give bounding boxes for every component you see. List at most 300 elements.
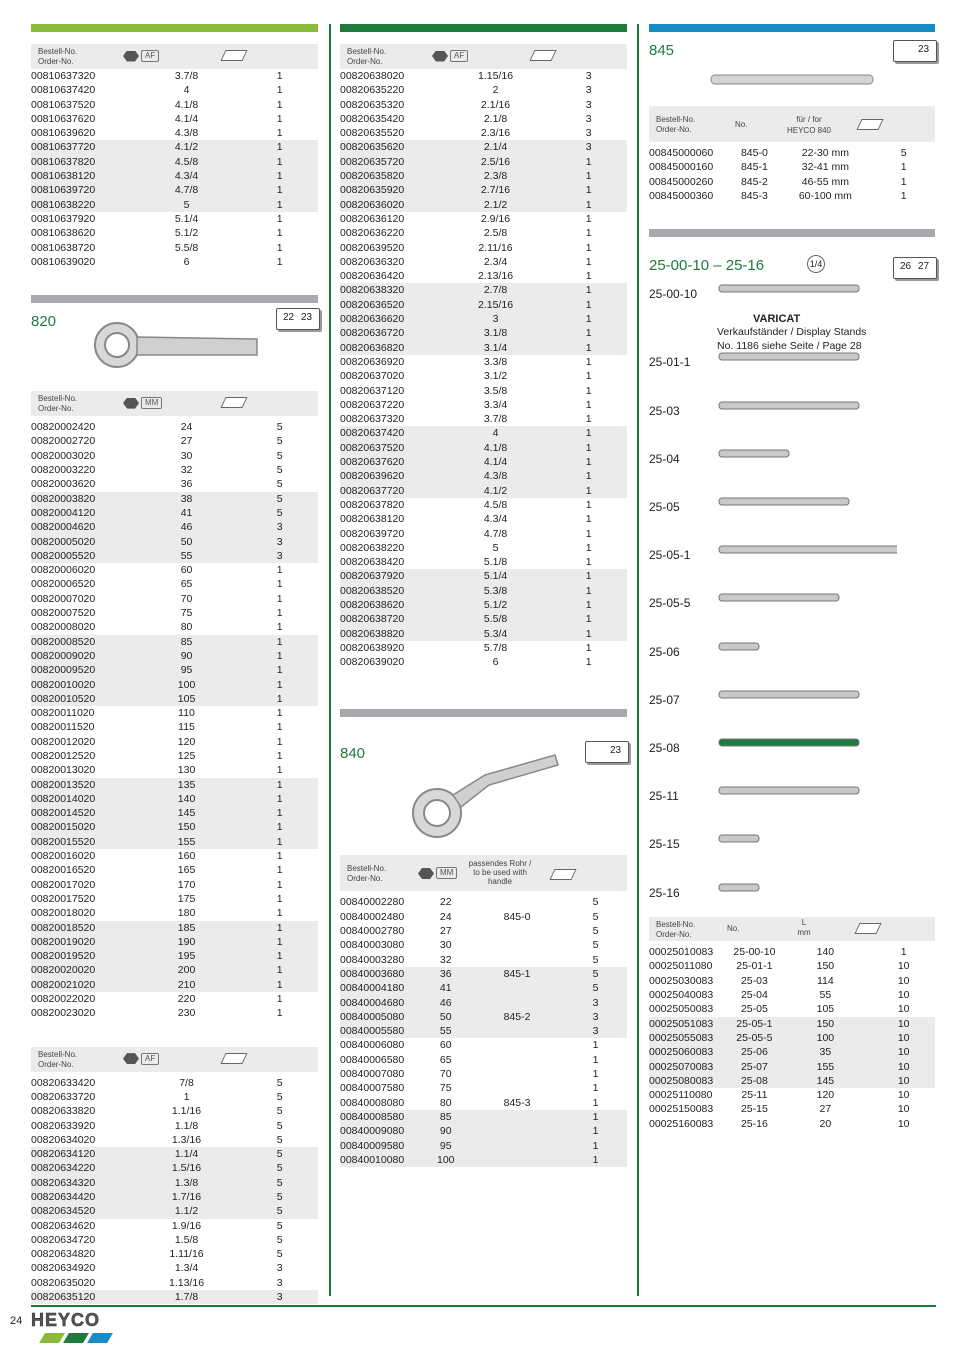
table-cell: 00820637120: [340, 384, 405, 397]
table-row: [31, 849, 318, 863]
table-cell: 1.15/16: [478, 70, 514, 82]
table-cell: 00820637520: [340, 441, 441, 455]
table-cell: 85: [132, 635, 242, 649]
table-cell: 00845000060: [649, 147, 714, 159]
table-cell: [470, 1110, 564, 1124]
table-cell: 4.5/8: [483, 498, 508, 511]
table-cell: 10: [897, 1103, 910, 1116]
table-row: [31, 792, 318, 806]
table-cell: 100: [778, 1031, 872, 1045]
tool-item: [649, 596, 690, 610]
table-header: Bestell-No. Order-No. No. für / for HEYCO 840: [649, 106, 935, 142]
table-cell: 145: [778, 1074, 872, 1088]
table-cell: 00025010083: [649, 946, 714, 959]
table-cell: 00820639620: [340, 469, 441, 483]
table-cell: 10: [897, 960, 910, 973]
table-cell: 1: [276, 735, 283, 748]
table-row: [31, 835, 318, 849]
table-row: [340, 612, 627, 626]
table-cell: 00820634820: [31, 1248, 96, 1261]
table-cell: 1: [592, 1082, 599, 1095]
table-cell: 10: [897, 989, 910, 1002]
table-cell: 41: [422, 981, 470, 995]
table-cell: 00820635420: [340, 112, 405, 125]
table-cell: 90: [132, 649, 242, 663]
table-cell: 1: [276, 241, 283, 254]
table-cell: 2.11/16: [478, 241, 513, 254]
table-cell: 5.5/8: [441, 612, 551, 626]
table-cell: 114: [817, 974, 834, 987]
tool-image: [717, 633, 897, 659]
table-cell: 00840002280: [340, 896, 405, 909]
table-row: [31, 477, 318, 491]
table-row: [649, 945, 935, 959]
table-cell: 25-05-5: [730, 1031, 778, 1045]
table-cell: 150: [778, 1017, 872, 1031]
table-cell: 230: [177, 1007, 196, 1020]
table-cell: 00820013520: [31, 778, 132, 792]
table-cell: 00820005520: [31, 549, 132, 563]
table-cell: 00820634620: [31, 1219, 96, 1232]
table-cell: 00820639020: [340, 656, 405, 669]
table-row: [340, 1024, 627, 1038]
table-cell: 3.7/8: [483, 413, 508, 426]
table-row: [340, 226, 627, 240]
table-row: [31, 692, 318, 706]
table-row: [340, 455, 627, 469]
table-cell: 00810639720: [31, 183, 132, 197]
table-cell: 00820019020: [31, 935, 132, 949]
table-cell: 00025160083: [649, 1117, 714, 1130]
table-cell: 3.5/8: [483, 384, 508, 397]
table-cell: 1: [276, 707, 283, 720]
table-cell: 25-05: [740, 1003, 768, 1016]
table-row: [649, 988, 935, 1002]
table-row: [340, 441, 627, 455]
table-cell: 1: [276, 127, 283, 140]
tool-label: 25-16: [649, 885, 680, 900]
table-cell: 46-55 mm: [801, 175, 849, 188]
table-cell: 140: [132, 792, 242, 806]
table-cell: 115: [178, 721, 195, 734]
table-cell: 4.1/4: [441, 455, 551, 469]
display-stands-note: Verkaufständer / Display Stands No. 1186 siehe Seite / Page 28: [717, 326, 867, 353]
table-row: [340, 469, 627, 483]
table-cell: 845-0: [503, 910, 531, 923]
table-row: [340, 369, 627, 383]
table-cell: 22-30 mm: [801, 147, 849, 159]
table-cell: 00820003820: [31, 492, 132, 506]
package-icon: [220, 397, 247, 408]
table-cell: 1: [550, 283, 627, 297]
section-820-header: [31, 303, 318, 391]
table-cell: 6: [492, 656, 499, 669]
table-row: [340, 967, 627, 981]
table-cell: 00820002720: [31, 435, 96, 448]
table-cell: 845-2: [740, 175, 768, 188]
table-cell: 1: [564, 1110, 627, 1124]
table-cell: 00820637020: [340, 370, 405, 383]
table-row: [340, 398, 627, 412]
section-bar: [649, 24, 935, 32]
table-cell: 3: [550, 140, 627, 154]
table-cell: 1: [276, 764, 283, 777]
table-cell: 1.7/8: [132, 1290, 242, 1304]
table-cell: 00820003220: [31, 464, 96, 477]
table-cell: 170: [177, 878, 196, 891]
page-reference-icon: 23: [585, 741, 629, 763]
table-cell: 2.1/16: [480, 98, 511, 111]
table-cell: 1: [585, 641, 592, 654]
table-cell: 845-1: [470, 967, 564, 981]
table-row: [31, 183, 318, 197]
table-cell: 00025150083: [649, 1103, 714, 1116]
table-cell: 25-16: [740, 1117, 768, 1130]
table-cell: 1: [241, 806, 318, 820]
table-cell: 1: [276, 564, 283, 577]
section-840-header: [340, 717, 627, 855]
table-cell: 1: [550, 326, 627, 340]
table-cell: 1.13/16: [169, 1276, 205, 1289]
table-row: [31, 606, 318, 620]
table-cell: 1: [183, 1090, 190, 1103]
table-cell: 00820639520: [340, 241, 405, 254]
table-row: [340, 155, 627, 169]
table-cell: 00820004120: [31, 506, 132, 520]
table-cell: 00820023020: [31, 1007, 96, 1020]
table-header: Bestell-No. Order-No. MM passendes Rohr / to be used with handle: [340, 855, 627, 891]
page-reference-icon: 22 23: [276, 308, 320, 330]
table-cell: 75: [439, 1082, 452, 1095]
table-cell: 1: [276, 84, 283, 97]
column-divider-2: [637, 24, 639, 1296]
table-row: [31, 1190, 318, 1204]
table-cell: 1: [592, 1053, 599, 1066]
table-row: [31, 1147, 318, 1161]
table-cell: 1: [585, 398, 592, 411]
table-row: [31, 420, 318, 434]
table-cell: 25-04: [740, 989, 768, 1002]
table-cell: 1.7/16: [132, 1190, 242, 1204]
table-cell: 10: [872, 1045, 935, 1059]
column-divider-1: [329, 24, 331, 1296]
table-cell: 00025060083: [649, 1045, 730, 1059]
table-cell: 70: [439, 1068, 452, 1081]
table-cell: 5: [276, 449, 283, 462]
footer-rule: [31, 1305, 936, 1307]
table-cell: 5: [276, 1076, 283, 1089]
table-cell: 00840008080: [340, 1096, 405, 1109]
table-row: [31, 126, 318, 140]
table-cell: 2.3/8: [441, 169, 551, 183]
table-cell: 00820006020: [31, 564, 96, 577]
order-table: [649, 146, 935, 203]
table-cell: 95: [132, 663, 242, 677]
table-cell: 1: [241, 963, 318, 977]
table-row: [340, 1053, 627, 1067]
table-cell: 00820634020: [31, 1133, 96, 1146]
table-row: [340, 412, 627, 426]
table-row: [31, 763, 318, 777]
table-cell: 00820009020: [31, 649, 132, 663]
table-cell: 00845000260: [649, 175, 714, 188]
table-cell: 00820020020: [31, 963, 132, 977]
table-cell: 00820017020: [31, 878, 96, 891]
table-cell: 00820019520: [31, 949, 132, 963]
table-cell: [470, 938, 564, 952]
table-cell: 1.5/16: [132, 1161, 242, 1175]
section-bar: [31, 295, 318, 303]
table-cell: [470, 981, 564, 995]
table-cell: 00820635120: [31, 1290, 132, 1304]
table-cell: 00820638520: [340, 584, 441, 598]
table-cell: 00820637820: [340, 498, 405, 511]
table-row: [340, 112, 627, 126]
table-cell: 5: [276, 1219, 283, 1232]
table-cell: 1: [585, 498, 592, 511]
table-row: [31, 1219, 318, 1233]
table-row: [649, 1017, 935, 1031]
table-cell: 00820004620: [31, 520, 132, 534]
table-cell: 1: [585, 212, 592, 225]
table-cell: 1: [585, 656, 592, 669]
table-cell: 210: [132, 978, 242, 992]
table-cell: 4.7/8: [483, 527, 508, 540]
table-cell: 1: [550, 298, 627, 312]
table-cell: 150: [816, 960, 835, 973]
table-cell: 00820633920: [31, 1119, 96, 1132]
table-cell: 22: [439, 896, 452, 909]
af-label: AF: [141, 1053, 159, 1065]
table-cell: 1: [241, 978, 318, 992]
table-cell: 5: [241, 492, 318, 506]
table-cell: 00820006520: [31, 578, 96, 591]
table-row: [31, 1133, 318, 1147]
hex-nut-icon: [418, 868, 434, 879]
table-cell: 1.1/2: [132, 1204, 242, 1218]
table-cell: 1: [550, 426, 627, 440]
table-cell: 00840004180: [340, 981, 422, 995]
order-table: [31, 420, 318, 1020]
table-cell: 41: [132, 506, 242, 520]
table-row: [31, 978, 318, 992]
table-row: [340, 498, 627, 512]
table-cell: [470, 1053, 564, 1067]
table-cell: 55: [819, 989, 832, 1002]
table-cell: 00820638220: [340, 541, 405, 554]
tool-image: [717, 825, 897, 851]
table-cell: 2: [492, 84, 499, 97]
table-cell: 3: [241, 1290, 318, 1304]
table-cell: 85: [422, 1110, 470, 1124]
table-cell: 3.1/2: [483, 370, 508, 383]
table-cell: 1: [241, 921, 318, 935]
table-row: [340, 140, 627, 154]
table-cell: 5: [592, 939, 599, 952]
table-cell: 00820003620: [31, 478, 96, 491]
table-row: [31, 506, 318, 520]
table-header: Bestell-No. Order-No. AF: [340, 44, 627, 69]
table-row: [340, 1096, 627, 1110]
table-row: [340, 169, 627, 183]
table-cell: 00810637820: [31, 155, 132, 169]
table-row: [31, 1006, 318, 1020]
table-cell: 00820636620: [340, 312, 441, 326]
table-cell: 5: [276, 1119, 283, 1132]
table-header: Bestell-No. Order-No. AF: [31, 1047, 318, 1072]
table-row: [31, 1247, 318, 1261]
table-cell: 00820635520: [340, 127, 405, 140]
table-cell: 1: [585, 413, 592, 426]
table-cell: 1: [592, 1096, 599, 1109]
table-cell: 5: [276, 1248, 283, 1261]
table-row: [340, 1110, 627, 1124]
table-cell: 3: [564, 1024, 627, 1038]
tool-item: [649, 741, 680, 755]
tool-label: 25-15: [649, 837, 680, 852]
table-row: [340, 1153, 627, 1167]
table-row: [649, 1102, 935, 1116]
af-label: AF: [450, 50, 468, 62]
table-cell: 1: [276, 878, 283, 891]
table-cell: 1: [550, 455, 627, 469]
table-row: [340, 953, 627, 967]
table-cell: 1: [585, 241, 592, 254]
table-cell: 5: [592, 925, 599, 938]
table-row: [340, 341, 627, 355]
table-cell: 25-15: [740, 1103, 768, 1116]
table-row: [340, 384, 627, 398]
table-row: [31, 863, 318, 877]
table-cell: 00820011520: [31, 721, 95, 734]
table-cell: 5.1/2: [441, 598, 551, 612]
table-cell: 1.1/16: [171, 1105, 202, 1118]
table-row: [31, 155, 318, 169]
table-cell: 50: [422, 1010, 470, 1024]
table-cell: 1: [241, 635, 318, 649]
table-row: [340, 598, 627, 612]
table-cell: 1: [585, 541, 592, 554]
section-title: 840: [340, 745, 366, 763]
table-cell: 5.1/8: [483, 556, 508, 569]
table-row: [31, 935, 318, 949]
table-row: [31, 241, 318, 255]
hex-nut-icon: [123, 51, 139, 62]
tool-label: 25-07: [649, 692, 680, 707]
tool-image: [717, 536, 897, 562]
order-table: [340, 895, 627, 1167]
table-cell: 3: [585, 84, 592, 97]
section-25-header: [649, 237, 935, 917]
table-row: [31, 1176, 318, 1190]
table-row: [31, 140, 318, 154]
table-row: [340, 355, 627, 369]
table-cell: 5: [592, 896, 599, 909]
table-cell: 3: [276, 1262, 283, 1275]
table-row: [340, 484, 627, 498]
table-cell: 10: [872, 1060, 935, 1074]
table-row: [31, 563, 318, 577]
table-cell: 175: [177, 892, 196, 905]
table-cell: 95: [422, 1139, 470, 1153]
table-cell: 105: [816, 1003, 835, 1016]
package-icon: [856, 119, 883, 130]
table-cell: 1: [276, 864, 283, 877]
table-row: [31, 749, 318, 763]
section-title: 845: [649, 42, 675, 59]
table-cell: [470, 953, 564, 967]
table-cell: 00820007520: [31, 607, 96, 620]
table-cell: 1: [241, 183, 318, 197]
table-cell: 00840002480: [340, 910, 405, 923]
table-cell: 1: [585, 227, 592, 240]
table-cell: 5: [241, 1176, 318, 1190]
table-cell: 00820015020: [31, 820, 132, 834]
table-row: [31, 69, 318, 83]
table-cell: 10: [872, 1074, 935, 1088]
table-cell: 3: [585, 98, 592, 111]
table-row: [340, 938, 627, 952]
table-cell: 1: [241, 949, 318, 963]
table-row: [31, 83, 318, 97]
table-cell: 1: [550, 441, 627, 455]
table-cell: 4.1/8: [441, 441, 551, 455]
table-cell: [470, 1124, 564, 1138]
table-cell: 5.5/8: [174, 241, 199, 254]
table-cell: 1: [241, 778, 318, 792]
table-row: [31, 635, 318, 649]
table-row: [31, 492, 318, 506]
table-row: [31, 592, 318, 606]
table-cell: 1: [585, 384, 592, 397]
table-cell: 1: [276, 112, 283, 125]
table-cell: 5: [241, 506, 318, 520]
table-cell: 5: [276, 1233, 283, 1246]
table-cell: 1.3/4: [174, 1262, 199, 1275]
table-row: [649, 146, 935, 160]
table-cell: 1: [564, 1139, 627, 1153]
table-cell: 00820018520: [31, 921, 132, 935]
table-cell: 00820002420: [31, 421, 96, 434]
table-row: [31, 706, 318, 720]
table-cell: 1: [900, 946, 907, 959]
table-cell: 32: [439, 953, 452, 966]
table-cell: 1: [276, 621, 283, 634]
table-cell: 00820636020: [340, 198, 441, 212]
table-cell: 00840003080: [340, 939, 405, 952]
cranked-ring-spanner-image: [405, 745, 565, 845]
table-cell: 3: [585, 70, 592, 82]
tool-item: [649, 789, 679, 803]
table-cell: 5: [241, 1204, 318, 1218]
table-cell: 00820022020: [31, 993, 96, 1006]
table-cell: 00840004680: [340, 996, 422, 1010]
table-row: [31, 963, 318, 977]
table-cell: 4: [183, 84, 190, 97]
table-cell: 1: [564, 1153, 627, 1167]
table-row: [31, 1076, 318, 1090]
table-cell: 00810637620: [31, 112, 96, 125]
table-cell: 1: [550, 198, 627, 212]
section-845-header: [649, 32, 935, 106]
table-cell: 195: [132, 949, 242, 963]
table-cell: 30: [180, 449, 193, 462]
section-bar: [649, 229, 935, 237]
tool-image: [717, 392, 897, 418]
striking-ring-spanner-image: [89, 315, 264, 375]
table-row: [649, 1074, 935, 1088]
tool-item: [649, 548, 690, 562]
